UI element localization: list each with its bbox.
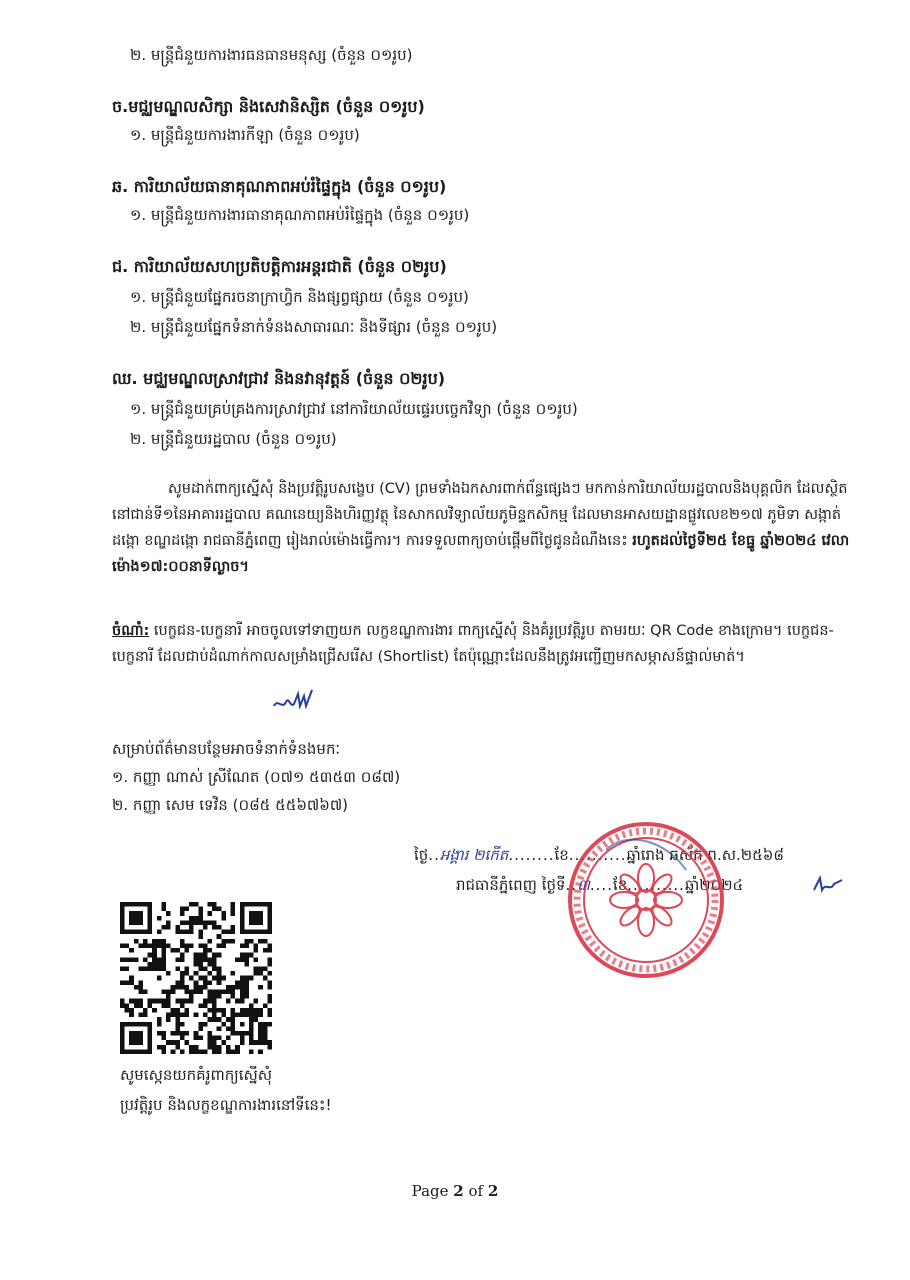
list-item: ២. មន្ត្រីជំនួយរដ្ឋបាល (ចំនួន ០១រូប) [130, 430, 337, 448]
official-seal-stamp [566, 820, 726, 980]
lunar-day-label: ថ្ងៃ [414, 846, 429, 864]
initials-signature [272, 688, 322, 719]
section-heading: ឆ. ការិយាល័យធានាគុណភាពអប់រំផ្ទៃក្នុង (ចំនួន ០១រូប) [112, 177, 447, 196]
qr-caption-line: ប្រវត្តិរូប និងលក្ខខណ្ឌការងារនៅទីនេះ! [120, 1096, 332, 1114]
apply-text: សូមដាក់ពាក្យស្នើសុំ និងប្រវត្តិរូបសង្ខេប (CV) ព្រមទាំងឯកសារពាក់ព័ន្ធផ្សេងៗ មកកាន់ការិយាល័យរដ្ឋបាលនិងបុគ្គលិក ដែលស្ថិតនៅជាន់ទី១នៃអាគាររដ្ឋបាល គណនេយ្យនិងហិរញ្ញវត្ថុ នៃសាកលវិទ្យាល័យភូមិន្ទកសិកម្ម ដែលមានអាសយដ្ឋានផ្លូវលេខ២១៧ ភូមិទា សង្កាត់ដង្កោ ខណ្ឌដង្កោ រាជធានីភ្នំពេញ រៀងរាល់ម៉ោងធ្វើការ។ ការទទួលពាក្យចាប់ផ្តើមពីថ្ងៃជូនដំណឹងនេះ [112, 481, 848, 549]
lunar-month-label: ខែ [554, 846, 569, 864]
lunar-date-line: ថ្ងៃ..អង្គារ ២កើត........ខែ..........ឆ្នាំរោង ឆស័ក ព.ស.២៥៦៨ [414, 846, 784, 864]
day-handwritten: ៣ [577, 876, 590, 894]
list-item: ១. មន្ត្រីជំនួយការងារធានាគុណភាពអប់រំផ្ទៃក្នុង (ចំនួន ០១រូប) [130, 206, 470, 224]
list-item: ១. មន្ត្រីជំនួយការងារកីឡា (ចំនួន ០១រូប) [130, 126, 360, 144]
handwritten-initials-icon [272, 688, 322, 714]
qr-caption-line: សូមស្កេនយកគំរូពាក្យស្នើសុំ [120, 1066, 273, 1084]
deadline-text: រហូតដល់ថ្ងៃទី២៥ ខែធ្នូ ឆ្នាំ២០២៤ វេលាម៉ោង១៧:០០នាទីល្ងាច។ [112, 533, 850, 575]
note-label: ចំណាំ: [112, 623, 150, 639]
list-item: ២. មន្ត្រីជំនួយការងារធនធានមនុស្ស (ចំនួន ០១រូប) [130, 46, 413, 64]
month-label: ខែ [612, 876, 628, 894]
city-label: រាជធានីភ្នំពេញ ថ្ងៃទី [456, 876, 566, 894]
year-label: ឆ្នាំ២០២៤ [684, 876, 744, 894]
section-heading: ជ. ការិយាល័យសហប្រតិបត្តិការអន្តរជាតិ (ចំនួន ០២រូប) [112, 257, 447, 276]
city-date-line: រាជធានីភ្នំពេញ ថ្ងៃទី..៣....ខែ..........ឆ្នាំ២០២៤ [456, 876, 744, 894]
contact-intro: សម្រាប់ព័ត៌មានបន្ថែមអាចទំនាក់ទំនងមកៈ [112, 740, 341, 758]
handwritten-mark-icon [812, 874, 844, 896]
page-number: Page 2 of 2 [411, 1182, 499, 1200]
date-initials-signature [812, 874, 844, 901]
qr-code[interactable] [120, 902, 272, 1054]
list-item: ២. មន្ត្រីជំនួយផ្នែកទំនាក់ទំនងសាធារណៈ និងទីផ្សារ (ចំនួន ០១រូប) [130, 318, 498, 336]
list-item: ១. មន្ត្រីជំនួយគ្រប់គ្រងការស្រាវជ្រាវ នៅការិយាល័យផ្ទេរបច្ចេកវិទ្យា (ចំនួន ០១រូប) [130, 400, 578, 418]
lunar-year: ឆ្នាំរោង ឆស័ក ព.ស.២៥៦៨ [626, 846, 784, 864]
contact-person: ២. កញ្ញា សេម ទេវិន (០៨៥ ៥៥៦៧៦៧) [112, 796, 349, 814]
list-item: ១. មន្ត្រីជំនួយផ្នែករចនាក្រាហ្វិក និងផ្សព្វផ្សាយ (ចំនួន ០១រូប) [130, 288, 469, 306]
lunar-day-handwritten: អង្គារ ២កើត [439, 846, 509, 864]
note-paragraph [112, 618, 852, 670]
note-text: បេក្ខជន-បេក្ខនារី អាចចូលទៅទាញយក លក្ខខណ្ឌការងារ ពាក្យស្នើសុំ និងគំរូប្រវត្តិរូប តាមរយៈ QR Code ខាងក្រោម។ បេក្ខជន-បេក្ខនារី ដែលជាប់ដំណាក់កាលសម្រាំងជ្រើសរើស (Shortlist) តែប៉ុណ្ណោះដែលនឹងត្រូវអញ្ជើញមកសម្ភាសន៍ផ្ទាល់មាត់។ [112, 623, 834, 665]
apply-paragraph [112, 476, 852, 580]
contact-person: ១. កញ្ញា ណាស់ ស្រីណែត (០៧១ ៥៣៥៣ ០៨៧) [112, 768, 401, 786]
section-heading: ឈ. មជ្ឈមណ្ឌលស្រាវជ្រាវ និងនវានុវត្តន៍ (ចំនួន ០២រូប) [112, 369, 446, 388]
section-heading: ច.មជ្ឈមណ្ឌលសិក្សា និងសេវានិស្សិត (ចំនួន ០១រូប) [112, 97, 425, 116]
